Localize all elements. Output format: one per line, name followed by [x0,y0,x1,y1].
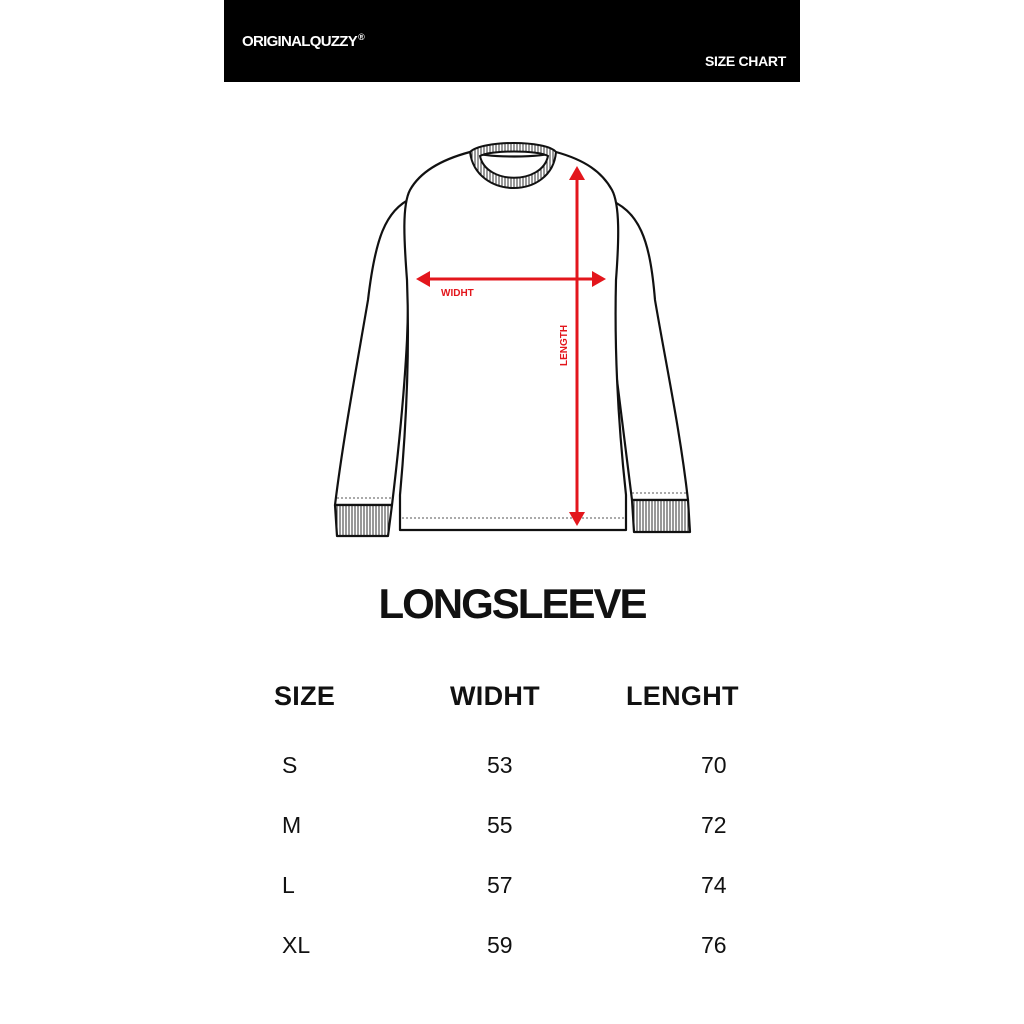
header-bar [224,0,800,82]
garment-outline [335,152,688,530]
row-l-width: 57 [487,872,513,898]
header-size: SIZE [274,681,336,711]
row-l-size: L [282,872,295,898]
row-l-length: 74 [701,872,727,898]
width-label: WIDHT [441,288,474,299]
row-xl-length: 76 [701,932,727,958]
left-cuff [335,505,392,536]
longsleeve-diagram [320,140,704,540]
registered-mark: ® [358,32,365,42]
right-cuff [632,500,690,532]
row-xl-width: 59 [487,932,513,958]
brand-name: ORIGINALQUZZY [242,33,358,50]
length-label: LENGTH [559,324,570,366]
row-m-length: 72 [701,812,727,838]
product-title: LONGSLEEVE [378,580,646,627]
row-s-width: 53 [487,752,513,778]
row-m-size: M [282,812,302,838]
brand-logo [242,32,365,50]
size-chart-label: SIZE CHART [704,53,786,69]
row-s-size: S [282,752,298,778]
row-s-length: 70 [701,752,727,778]
row-xl-size: XL [282,932,311,958]
header-width: WIDHT [450,681,540,711]
row-m-width: 55 [487,812,513,838]
header-length: LENGHT [626,681,739,711]
